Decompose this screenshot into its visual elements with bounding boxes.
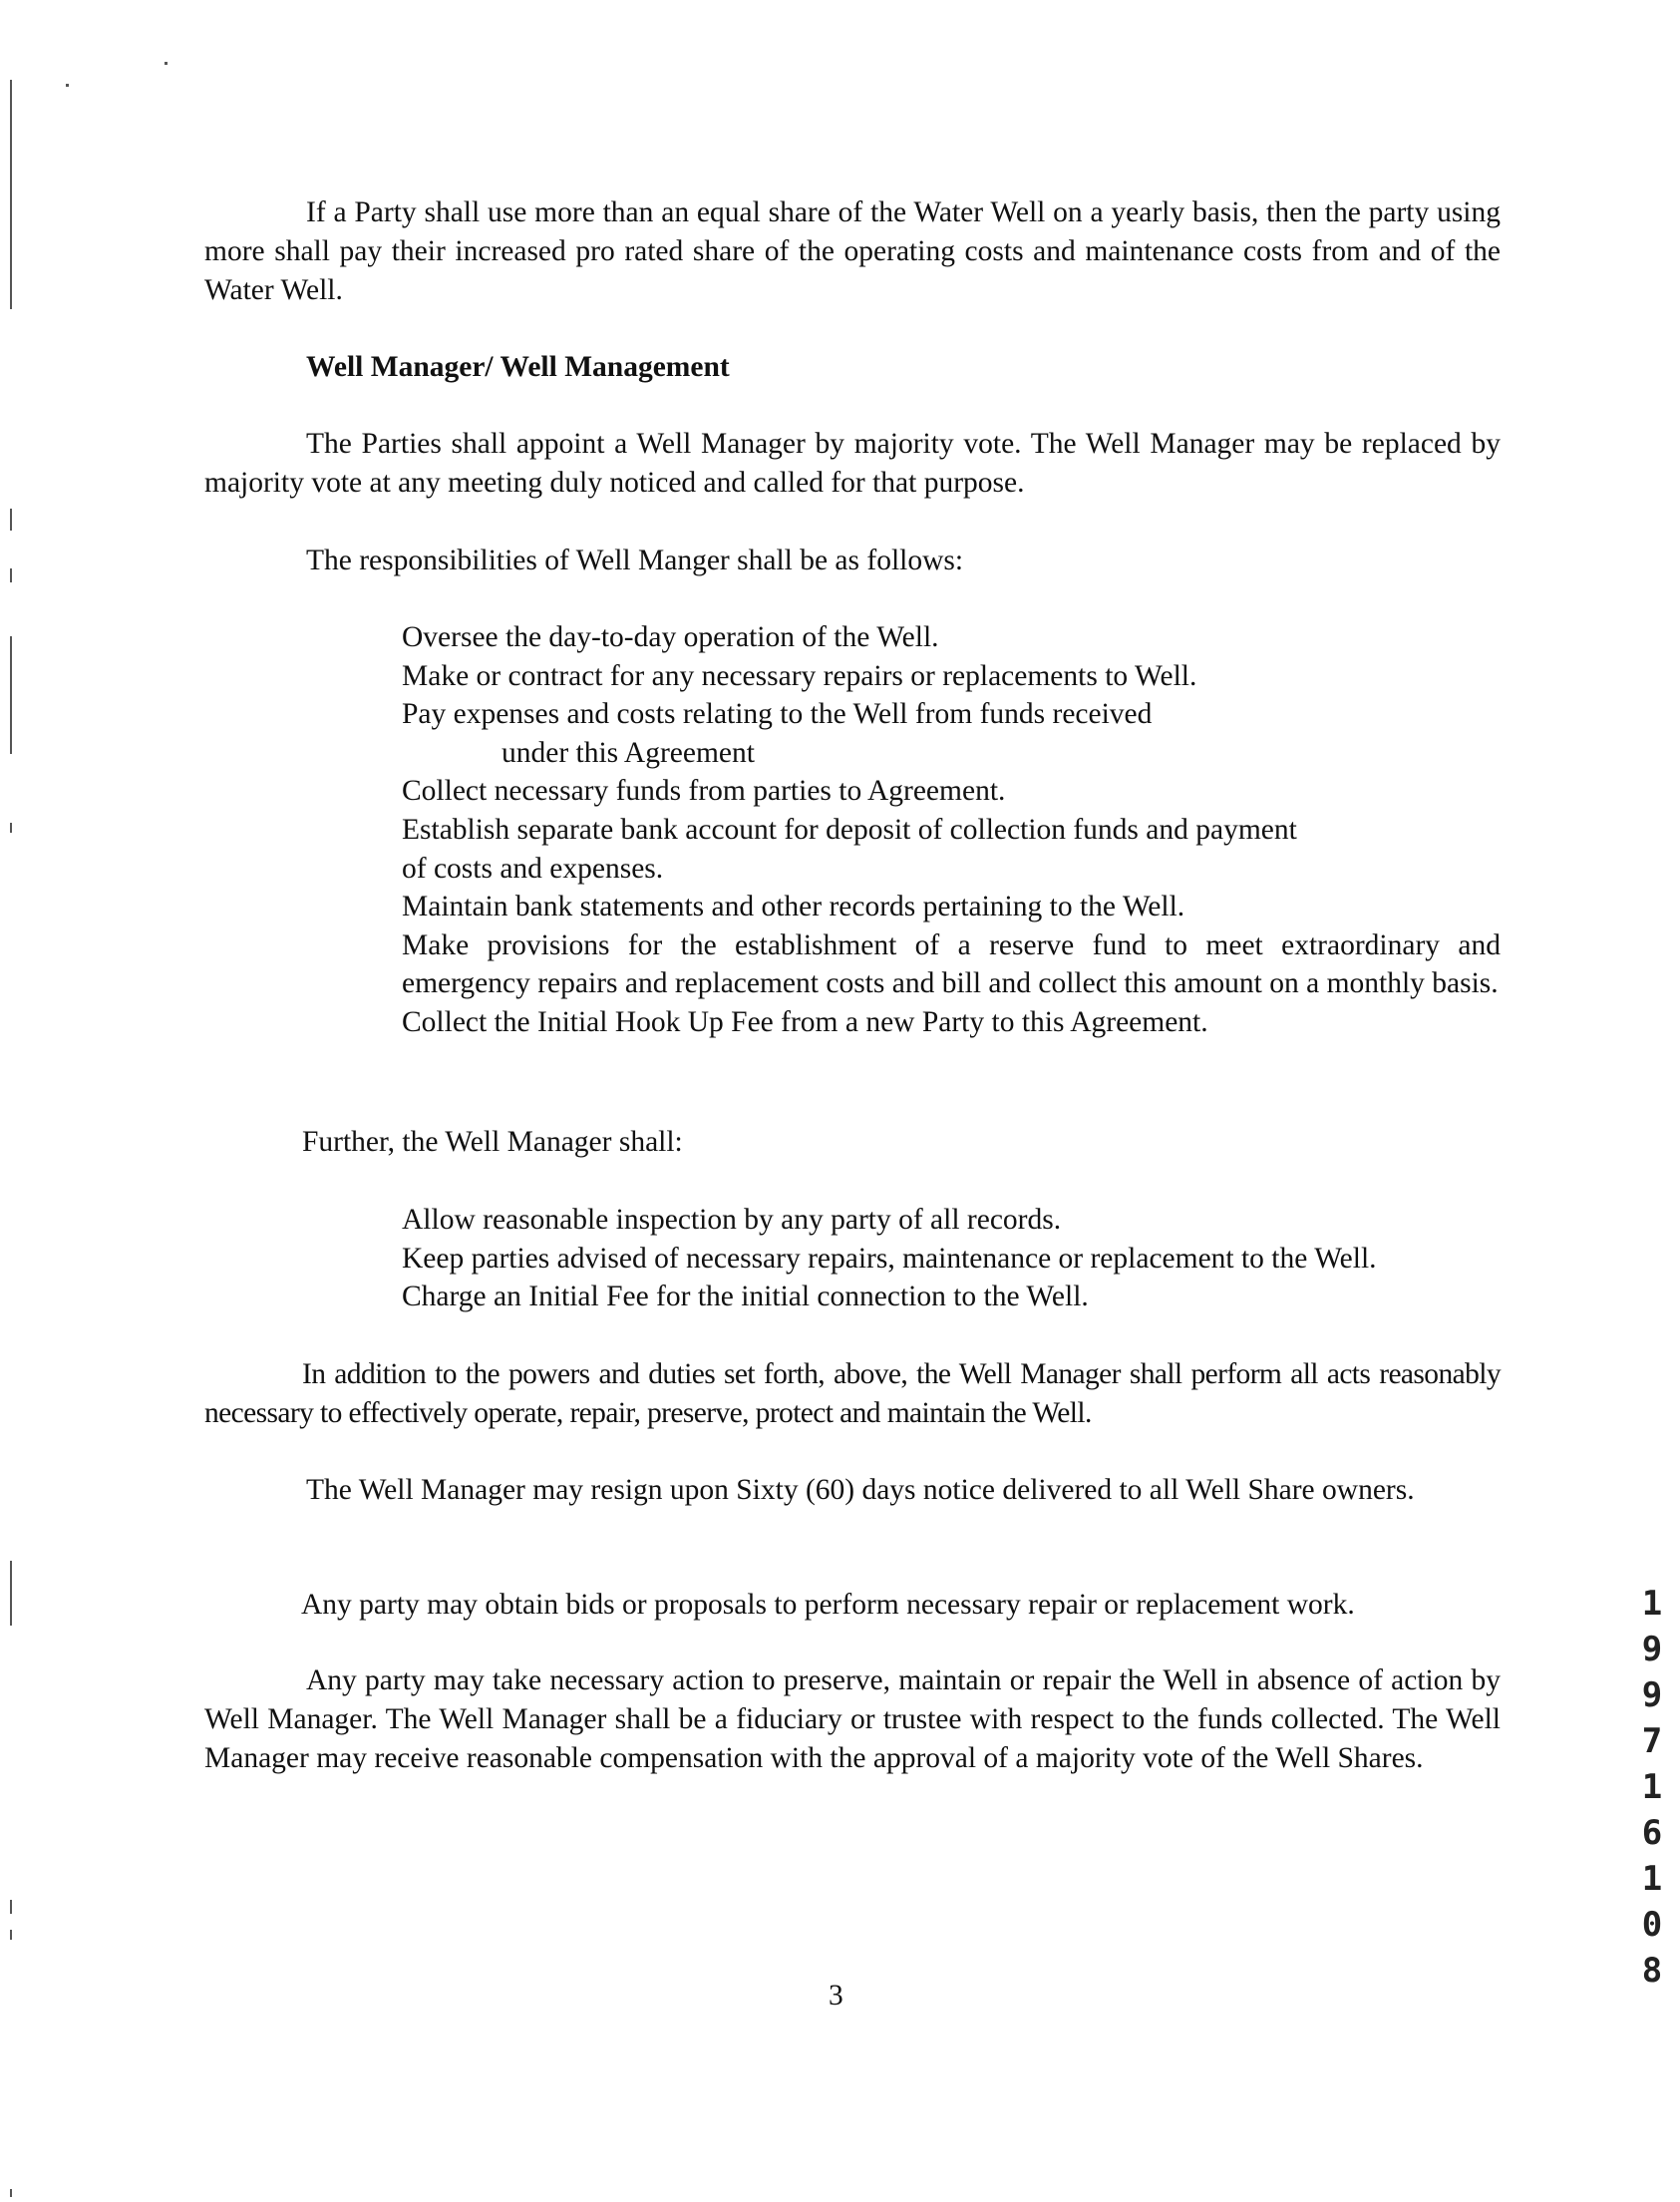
scan-mark (10, 823, 12, 833)
stamp-digit: 1 (1641, 1859, 1663, 1899)
list-item: Oversee the day-to-day operation of the Well. (402, 621, 939, 653)
list-item: Maintain bank statements and other records pertaining to the Well. (402, 891, 1185, 923)
list-item: Collect necessary funds from parties to Agreement. (402, 775, 1006, 808)
list-item (402, 734, 1501, 773)
section-heading: Well Manager/ Well Management (306, 351, 730, 383)
scan-dot (165, 62, 168, 65)
further-duties-list (402, 1201, 1501, 1316)
paragraph-bids: Any party may obtain bids or proposals to perform necessary repair or replacement work. (301, 1589, 1355, 1621)
scan-mark (10, 1930, 12, 1940)
margin-stamp (1635, 1581, 1669, 1994)
list-item: Charge an Initial Fee for the initial connection to the Well. (402, 1281, 1089, 1313)
stamp-digit: 8 (1641, 1951, 1663, 1991)
scan-mark (10, 1561, 12, 1626)
stamp-digit: 9 (1641, 1630, 1663, 1669)
stamp-digit: 1 (1641, 1767, 1663, 1807)
stamp-digit: 0 (1641, 1905, 1663, 1945)
scan-mark (10, 509, 12, 531)
responsibilities-list (402, 618, 1501, 1042)
list-item: Establish separate bank account for deposit of collection funds and payment of costs and expenses. (402, 813, 1297, 885)
scan-dot (66, 84, 69, 87)
list-item-continuation: under this Agreement (502, 736, 755, 769)
page-number: 3 (829, 1980, 843, 2012)
scan-mark (10, 636, 12, 754)
list-item: Collect the Initial Hook Up Fee from a new Party to this Agreement. (402, 1005, 1208, 1038)
paragraph-action: Any party may take necessary action to preserve, maintain or repair the Well in absence of action by Well Manager. The Well Manager shall be a fiduciary or trustee with respect to the funds collected. The Well Manager may receive reasonable compensation with the approval of a majority vote of the Well Shares. (204, 1664, 1501, 1774)
paragraph-responsibilities: The responsibilities of Well Manger shall be as follows: (306, 545, 964, 576)
list-item: Make or contract for any necessary repairs or replacements to Well. (402, 659, 1197, 692)
list-item: Pay expenses and costs relating to the Well from funds received (402, 698, 1153, 731)
stamp-digit: 1 (1641, 1584, 1663, 1624)
scan-mark (10, 80, 12, 309)
scan-mark (10, 2189, 12, 2197)
stamp-digit: 7 (1641, 1721, 1663, 1761)
paragraph-overuse: If a Party shall use more than an equal share of the Water Well on a yearly basis, then the party using more shall pay their increased pro rated share of the operating costs and maintenance costs from and of the Water Well. (204, 196, 1501, 306)
paragraph-resign: The Well Manager may resign upon Sixty (60) days notice delivered to all Well Share owners. (306, 1474, 1415, 1506)
list-item: Allow reasonable inspection by any party of all records. (402, 1204, 1062, 1236)
list-item: Make provisions for the establishment of a reserve fund to meet extraordinary and emergency repairs and replacement costs and bill and collect this amount on a monthly basis. (402, 928, 1501, 1000)
scan-mark (10, 568, 12, 582)
paragraph-further: Further, the Well Manager shall: (302, 1126, 683, 1158)
scan-mark (10, 1900, 12, 1914)
list-item: Keep parties advised of necessary repairs, maintenance or replacement to the Well. (402, 1242, 1377, 1275)
stamp-digit: 9 (1641, 1675, 1663, 1715)
stamp-digit: 6 (1641, 1813, 1663, 1853)
paragraph-powers: In addition to the powers and duties set forth, above, the Well Manager shall perform all acts reasonably necessary to effectively operate, repair, preserve, protect and maintain the Well. (204, 1358, 1501, 1429)
paragraph-appoint: The Parties shall appoint a Well Manager by majority vote. The Well Manager may be replaced by majority vote at any meeting duly noticed and called for that purpose. (204, 428, 1501, 499)
